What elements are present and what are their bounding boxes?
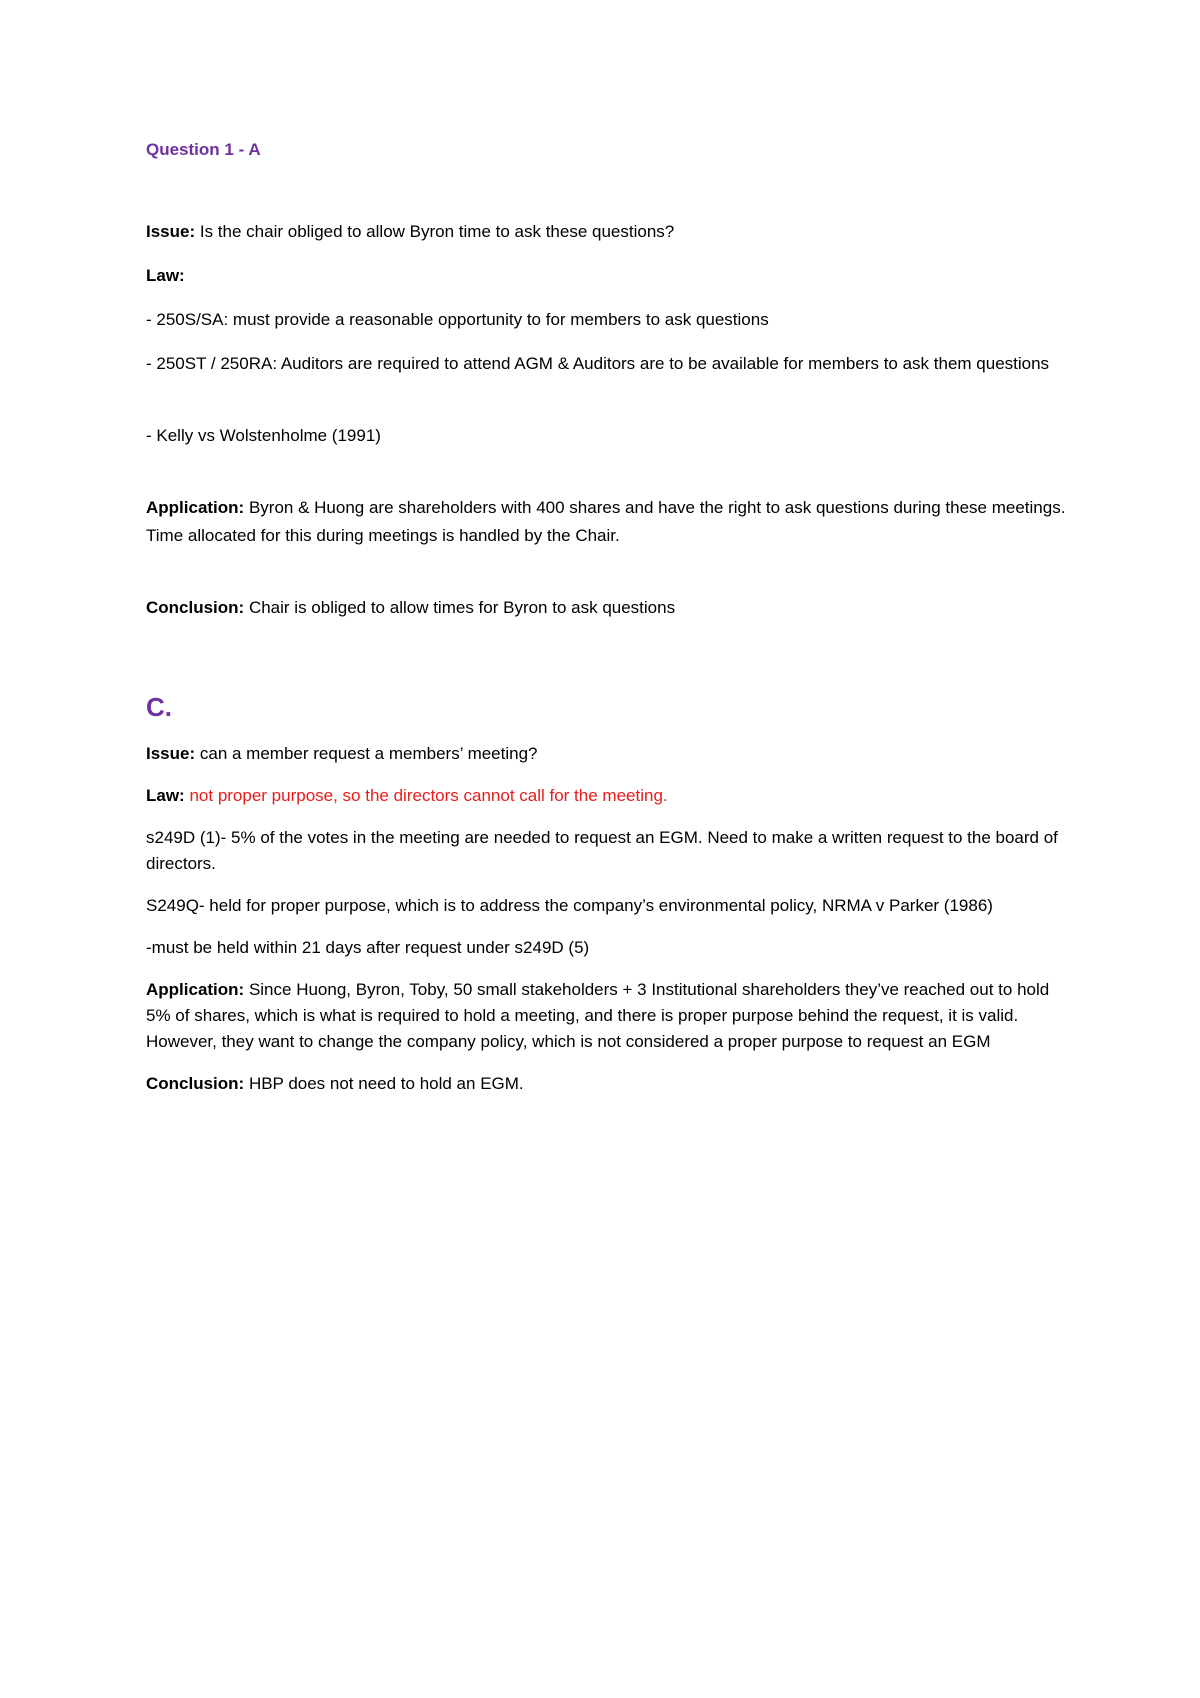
question-a-application [146,494,1066,550]
question-c-conclusion [146,1071,1066,1097]
application-label: Application: [146,498,245,517]
question-a-law-item: - Kelly vs Wolstenholme (1991) [146,426,381,445]
issue-label: Issue: [146,744,196,763]
issue-text: Is the chair obliged to allow Byron time to ask these questions? [195,222,675,241]
question-c-application [146,977,1066,1055]
question-c-law [146,783,1066,809]
conclusion-label: Conclusion: [146,598,245,617]
application-label: Application: [146,980,245,999]
issue-text: can a member request a members’ meeting? [195,744,538,763]
question-c-law-item: -must be held within 21 days after request under s249D (5) [146,938,590,957]
conclusion-text: HBP does not need to hold an EGM. [244,1074,524,1093]
question-a-issue [146,218,1066,246]
conclusion-text: Chair is obliged to allow times for Byron to ask questions [244,598,676,617]
document-page [146,140,1066,1113]
question-a-conclusion [146,594,1066,622]
question-c-law-item: S249Q- held for proper purpose, which is to address the company’s environmental policy, NRMA v Parker (1986) [146,896,993,915]
application-text: Byron & Huong are shareholders with 400 shares and have the right to ask questions during these meetings. Time allocated for this during meetings is handled by the Chair. [146,498,1066,545]
question-c-law-item: s249D (1)- 5% of the votes in the meeting are needed to request an EGM. Need to make a written request to the board of directors. [146,828,1058,873]
question-a-law-label [146,262,1066,290]
conclusion-label: Conclusion: [146,1074,245,1093]
law-label: Law: [146,266,185,285]
law-label: Law: [146,786,185,805]
question-a-law-item: - 250ST / 250RA: Auditors are required to attend AGM & Auditors are to be available for members to ask them questions [146,354,1050,373]
question-a-heading: Question 1 - A [146,140,261,159]
question-a-law-item: - 250S/SA: must provide a reasonable opportunity to for members to ask questions [146,310,769,329]
question-c-issue [146,741,1066,767]
question-c-heading: C. [146,692,172,722]
application-text: Since Huong, Byron, Toby, 50 small stakeholders + 3 Institutional shareholders they’ve reached out to hold 5% of shares, which is what is required to hold a meeting, and there is proper purpose behind the request, it is valid. However, they want to change the company policy, which is not considered a proper purpose to request an EGM [146,980,1050,1051]
law-text-highlight: not proper purpose, so the directors cannot call for the meeting. [184,786,668,805]
issue-label: Issue: [146,222,196,241]
